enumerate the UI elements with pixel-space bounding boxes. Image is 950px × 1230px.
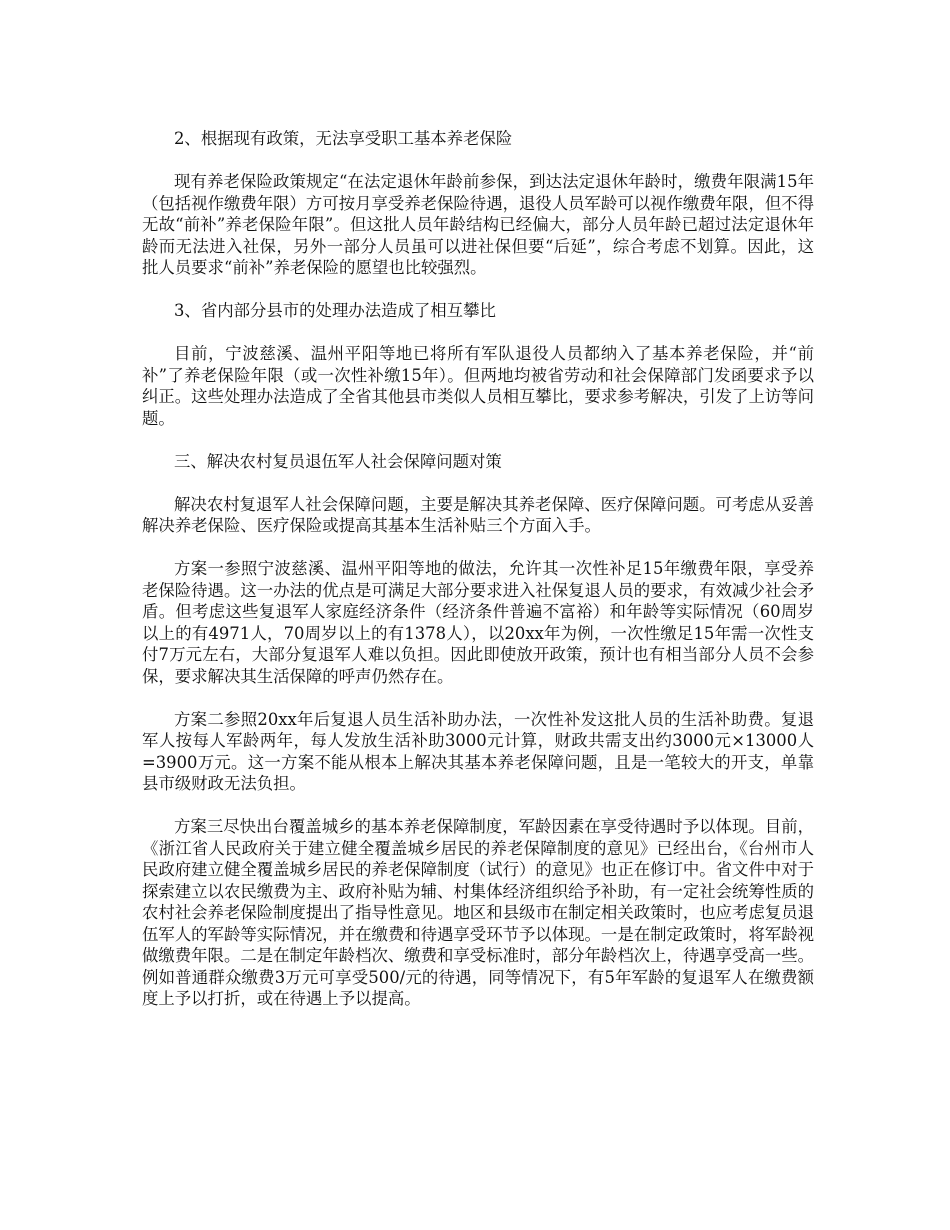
paragraph-plan-three: 方案三尽快出台覆盖城乡的基本养老保障制度，军龄因素在享受待遇时予以体现。目前，《浙江省人民政府关于建立健全覆盖城乡居民的养老保障制度的意见》已经出台，《台州市人民政府建立健全覆盖城乡居民的养老保障制度（试行）的意见》也正在修订中。省文件中对于探索建立以农民缴费为主、政府补贴为辅、村集体经济组织给予补助，有一定社会统筹性质的农村社会养老保险制度提出了指导性意见。地区和县级市在制定相关政策时，也应考虑复员退伍军人的军龄等实际情况，并在缴费和待遇享受环节予以体现。一是在制定政策时，将军龄视做缴费年限。二是在制定年龄档次、缴费和享受标准时，部分年龄档次上，待遇享受高一些。例如普通群众缴费3万元可享受500/元的待遇，同等情况下，有5年军龄的复退军人在缴费额度上予以打折，或在待遇上予以提高。 xyxy=(142,817,815,1008)
document-body xyxy=(142,128,814,1031)
paragraph-solution-overview: 解决农村复退军人社会保障问题，主要是解决其养老保障、医疗保障问题。可考虑从妥善解决养老保险、医疗保险或提高其基本生活补贴三个方面入手。 xyxy=(142,494,814,535)
section-heading-3: 3、省内部分县市的处理办法造成了相互攀比 xyxy=(174,301,496,320)
section-heading-2: 2、根据现有政策，无法享受职工基本养老保险 xyxy=(174,129,513,148)
paragraph-plan-two: 方案二参照20xx年后复退人员生活补助办法，一次性补发这批人员的生活补助费。复退军人按每人军龄两年，每人发放生活补助3000元计算，财政共需支出约3000元×13000人=3900万元。这一方案不能从根本上解决其基本养老保障问题，且是一笔较大的开支，单靠县市级财政无法负担。 xyxy=(142,709,814,793)
paragraph-policy-rules: 现有养老保险政策规定“在法定退休年龄前参保，到达法定退休年龄时，缴费年限满15年（包括视作缴费年限）方可按月享受养老保险待遇，退役人员军龄可以视作缴费年限，但不得无故“前补”养老保险年限”。但这批人员年龄结构已经偏大，部分人员年龄已超过法定退休年龄而无法进入社保，另外一部分人员虽可以进社保但要“后延”，综合考虑不划算。因此，这批人员要求“前补”养老保险的愿望也比较强烈。 xyxy=(142,172,815,277)
section-heading-three: 三、解决农村复员退伍军人社会保障问题对策 xyxy=(174,451,502,471)
paragraph-plan-one: 方案一参照宁波慈溪、温州平阳等地的做法，允许其一次性补足15年缴费年限，享受养老保险待遇。这一办法的优点是可满足大部分要求进入社保复退人员的要求，有效减少社会矛盾。但考虑这些复退军人家庭经济条件（经济条件普遍不富裕）和年龄等实际情况（60周岁以上的有4971人，70周岁以上的有1378人），以20xx年为例，一次性缴足15年需一次性支付7万元左右，大部分复退军人难以负担。因此即使放开政策，预计也有相当部分人员不会参保，要求解决其生活保障的呼声仍然存在。 xyxy=(142,559,815,686)
paragraph-county-comparison: 目前，宁波慈溪、温州平阳等地已将所有军队退役人员都纳入了基本养老保险，并“前补”了养老保险年限（或一次性补缴15年）。但两地均被省劳动和社会保障部门发函要求予以纠正。这些处理办法造成了全省其他县市类似人员相互攀比，要求参考解决，引发了上访等问题。 xyxy=(142,344,815,428)
